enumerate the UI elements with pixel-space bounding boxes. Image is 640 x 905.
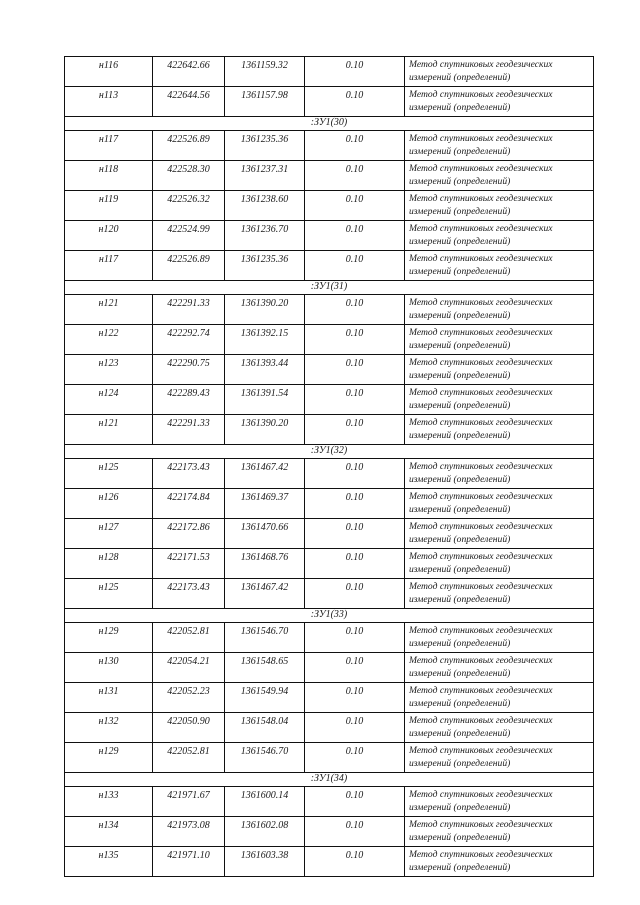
method-cell: Метод спутниковых геодезических измерений (определений) <box>405 325 594 355</box>
method-cell: Метод спутниковых геодезических измерений (определений) <box>405 549 594 579</box>
section-title: :ЗУ1(30) <box>65 117 594 131</box>
coord-x-cell: 422052.81 <box>153 623 225 653</box>
table-row <box>65 221 594 251</box>
accuracy-cell: 0.10 <box>305 295 405 325</box>
accuracy-cell: 0.10 <box>305 683 405 713</box>
accuracy-cell: 0.10 <box>305 743 405 773</box>
accuracy-cell: 0.10 <box>305 713 405 743</box>
coord-x-cell: 422171.53 <box>153 549 225 579</box>
method-cell: Метод спутниковых геодезических измерений (определений) <box>405 191 594 221</box>
coord-y-cell: 1361159.32 <box>225 57 305 87</box>
coord-y-cell: 1361392.15 <box>225 325 305 355</box>
accuracy-cell: 0.10 <box>305 221 405 251</box>
accuracy-cell: 0.10 <box>305 131 405 161</box>
method-cell: Метод спутниковых геодезических измерений (определений) <box>405 683 594 713</box>
table-row <box>65 251 594 281</box>
accuracy-cell: 0.10 <box>305 519 405 549</box>
coord-x-cell: 422289.43 <box>153 385 225 415</box>
point-name-cell: н134 <box>65 817 153 847</box>
coord-x-cell: 422052.23 <box>153 683 225 713</box>
accuracy-cell: 0.10 <box>305 817 405 847</box>
coord-y-cell: 1361469.37 <box>225 489 305 519</box>
point-name-cell: н125 <box>65 579 153 609</box>
method-cell: Метод спутниковых геодезических измерений (определений) <box>405 519 594 549</box>
point-name-cell: н116 <box>65 57 153 87</box>
point-name-cell: н129 <box>65 743 153 773</box>
table-row <box>65 579 594 609</box>
method-cell: Метод спутниковых геодезических измерений (определений) <box>405 87 594 117</box>
section-header-row <box>65 773 594 787</box>
point-name-cell: н126 <box>65 489 153 519</box>
point-name-cell: н117 <box>65 131 153 161</box>
accuracy-cell: 0.10 <box>305 847 405 877</box>
table-row <box>65 161 594 191</box>
coord-y-cell: 1361548.04 <box>225 713 305 743</box>
method-cell: Метод спутниковых геодезических измерений (определений) <box>405 653 594 683</box>
coord-y-cell: 1361157.98 <box>225 87 305 117</box>
coord-x-cell: 421973.08 <box>153 817 225 847</box>
table-row <box>65 415 594 445</box>
coord-y-cell: 1361470.66 <box>225 519 305 549</box>
coord-y-cell: 1361238.60 <box>225 191 305 221</box>
accuracy-cell: 0.10 <box>305 579 405 609</box>
method-cell: Метод спутниковых геодезических измерений (определений) <box>405 251 594 281</box>
document-page <box>64 56 593 877</box>
table-row <box>65 87 594 117</box>
section-title: :ЗУ1(34) <box>65 773 594 787</box>
accuracy-cell: 0.10 <box>305 489 405 519</box>
coord-x-cell: 422173.43 <box>153 459 225 489</box>
point-name-cell: н127 <box>65 519 153 549</box>
coord-y-cell: 1361603.38 <box>225 847 305 877</box>
table-row <box>65 817 594 847</box>
table-row <box>65 489 594 519</box>
coord-x-cell: 422173.43 <box>153 579 225 609</box>
section-header-row <box>65 117 594 131</box>
coord-x-cell: 422052.81 <box>153 743 225 773</box>
accuracy-cell: 0.10 <box>305 355 405 385</box>
method-cell: Метод спутниковых геодезических измерений (определений) <box>405 295 594 325</box>
coord-y-cell: 1361600.14 <box>225 787 305 817</box>
method-cell: Метод спутниковых геодезических измерений (определений) <box>405 415 594 445</box>
coord-y-cell: 1361390.20 <box>225 415 305 445</box>
coord-y-cell: 1361235.36 <box>225 251 305 281</box>
coord-y-cell: 1361236.70 <box>225 221 305 251</box>
table-row <box>65 653 594 683</box>
table-row <box>65 519 594 549</box>
accuracy-cell: 0.10 <box>305 623 405 653</box>
point-name-cell: н133 <box>65 787 153 817</box>
coord-x-cell: 421971.67 <box>153 787 225 817</box>
section-title: :ЗУ1(32) <box>65 445 594 459</box>
accuracy-cell: 0.10 <box>305 653 405 683</box>
section-title: :ЗУ1(31) <box>65 281 594 295</box>
coordinates-table-body <box>65 57 594 877</box>
table-row <box>65 743 594 773</box>
coord-y-cell: 1361546.70 <box>225 743 305 773</box>
section-title: :ЗУ1(33) <box>65 609 594 623</box>
coord-x-cell: 422054.21 <box>153 653 225 683</box>
table-row <box>65 325 594 355</box>
coord-y-cell: 1361235.36 <box>225 131 305 161</box>
method-cell: Метод спутниковых геодезических измерений (определений) <box>405 161 594 191</box>
method-cell: Метод спутниковых геодезических измерений (определений) <box>405 847 594 877</box>
point-name-cell: н122 <box>65 325 153 355</box>
method-cell: Метод спутниковых геодезических измерений (определений) <box>405 623 594 653</box>
point-name-cell: н120 <box>65 221 153 251</box>
table-row <box>65 295 594 325</box>
point-name-cell: н121 <box>65 415 153 445</box>
point-name-cell: н121 <box>65 295 153 325</box>
accuracy-cell: 0.10 <box>305 549 405 579</box>
coord-y-cell: 1361393.44 <box>225 355 305 385</box>
method-cell: Метод спутниковых геодезических измерений (определений) <box>405 713 594 743</box>
point-name-cell: н118 <box>65 161 153 191</box>
method-cell: Метод спутниковых геодезических измерений (определений) <box>405 459 594 489</box>
accuracy-cell: 0.10 <box>305 57 405 87</box>
method-cell: Метод спутниковых геодезических измерений (определений) <box>405 221 594 251</box>
coord-y-cell: 1361237.31 <box>225 161 305 191</box>
coord-x-cell: 422290.75 <box>153 355 225 385</box>
point-name-cell: н132 <box>65 713 153 743</box>
method-cell: Метод спутниковых геодезических измерений (определений) <box>405 743 594 773</box>
coord-y-cell: 1361548.65 <box>225 653 305 683</box>
point-name-cell: н124 <box>65 385 153 415</box>
coord-x-cell: 422526.32 <box>153 191 225 221</box>
section-header-row <box>65 445 594 459</box>
method-cell: Метод спутниковых геодезических измерений (определений) <box>405 57 594 87</box>
table-row <box>65 713 594 743</box>
coord-y-cell: 1361391.54 <box>225 385 305 415</box>
coord-y-cell: 1361467.42 <box>225 459 305 489</box>
coord-x-cell: 422644.56 <box>153 87 225 117</box>
accuracy-cell: 0.10 <box>305 325 405 355</box>
point-name-cell: н119 <box>65 191 153 221</box>
point-name-cell: н113 <box>65 87 153 117</box>
coord-x-cell: 422526.89 <box>153 131 225 161</box>
coord-y-cell: 1361390.20 <box>225 295 305 325</box>
point-name-cell: н131 <box>65 683 153 713</box>
coord-y-cell: 1361546.70 <box>225 623 305 653</box>
table-row <box>65 355 594 385</box>
coord-x-cell: 422524.99 <box>153 221 225 251</box>
point-name-cell: н129 <box>65 623 153 653</box>
method-cell: Метод спутниковых геодезических измерений (определений) <box>405 489 594 519</box>
section-header-row <box>65 609 594 623</box>
coord-x-cell: 422526.89 <box>153 251 225 281</box>
coord-y-cell: 1361549.94 <box>225 683 305 713</box>
coord-x-cell: 422291.33 <box>153 415 225 445</box>
accuracy-cell: 0.10 <box>305 251 405 281</box>
accuracy-cell: 0.10 <box>305 87 405 117</box>
table-row <box>65 683 594 713</box>
method-cell: Метод спутниковых геодезических измерений (определений) <box>405 579 594 609</box>
method-cell: Метод спутниковых геодезических измерений (определений) <box>405 131 594 161</box>
coord-x-cell: 422292.74 <box>153 325 225 355</box>
point-name-cell: н123 <box>65 355 153 385</box>
coord-x-cell: 422528.30 <box>153 161 225 191</box>
point-name-cell: н117 <box>65 251 153 281</box>
coord-x-cell: 422050.90 <box>153 713 225 743</box>
coord-y-cell: 1361602.08 <box>225 817 305 847</box>
point-name-cell: н125 <box>65 459 153 489</box>
point-name-cell: н130 <box>65 653 153 683</box>
table-row <box>65 385 594 415</box>
coord-x-cell: 421971.10 <box>153 847 225 877</box>
table-row <box>65 57 594 87</box>
table-row <box>65 623 594 653</box>
table-row <box>65 847 594 877</box>
coord-x-cell: 422291.33 <box>153 295 225 325</box>
method-cell: Метод спутниковых геодезических измерений (определений) <box>405 817 594 847</box>
table-row <box>65 787 594 817</box>
table-row <box>65 549 594 579</box>
method-cell: Метод спутниковых геодезических измерений (определений) <box>405 787 594 817</box>
accuracy-cell: 0.10 <box>305 191 405 221</box>
table-row <box>65 191 594 221</box>
coord-y-cell: 1361468.76 <box>225 549 305 579</box>
point-name-cell: н128 <box>65 549 153 579</box>
coord-y-cell: 1361467.42 <box>225 579 305 609</box>
coordinates-table <box>64 56 594 877</box>
coord-x-cell: 422172.86 <box>153 519 225 549</box>
accuracy-cell: 0.10 <box>305 459 405 489</box>
table-row <box>65 459 594 489</box>
accuracy-cell: 0.10 <box>305 415 405 445</box>
table-row <box>65 131 594 161</box>
point-name-cell: н135 <box>65 847 153 877</box>
method-cell: Метод спутниковых геодезических измерений (определений) <box>405 355 594 385</box>
accuracy-cell: 0.10 <box>305 385 405 415</box>
method-cell: Метод спутниковых геодезических измерений (определений) <box>405 385 594 415</box>
accuracy-cell: 0.10 <box>305 161 405 191</box>
accuracy-cell: 0.10 <box>305 787 405 817</box>
coord-x-cell: 422174.84 <box>153 489 225 519</box>
coord-x-cell: 422642.66 <box>153 57 225 87</box>
section-header-row <box>65 281 594 295</box>
